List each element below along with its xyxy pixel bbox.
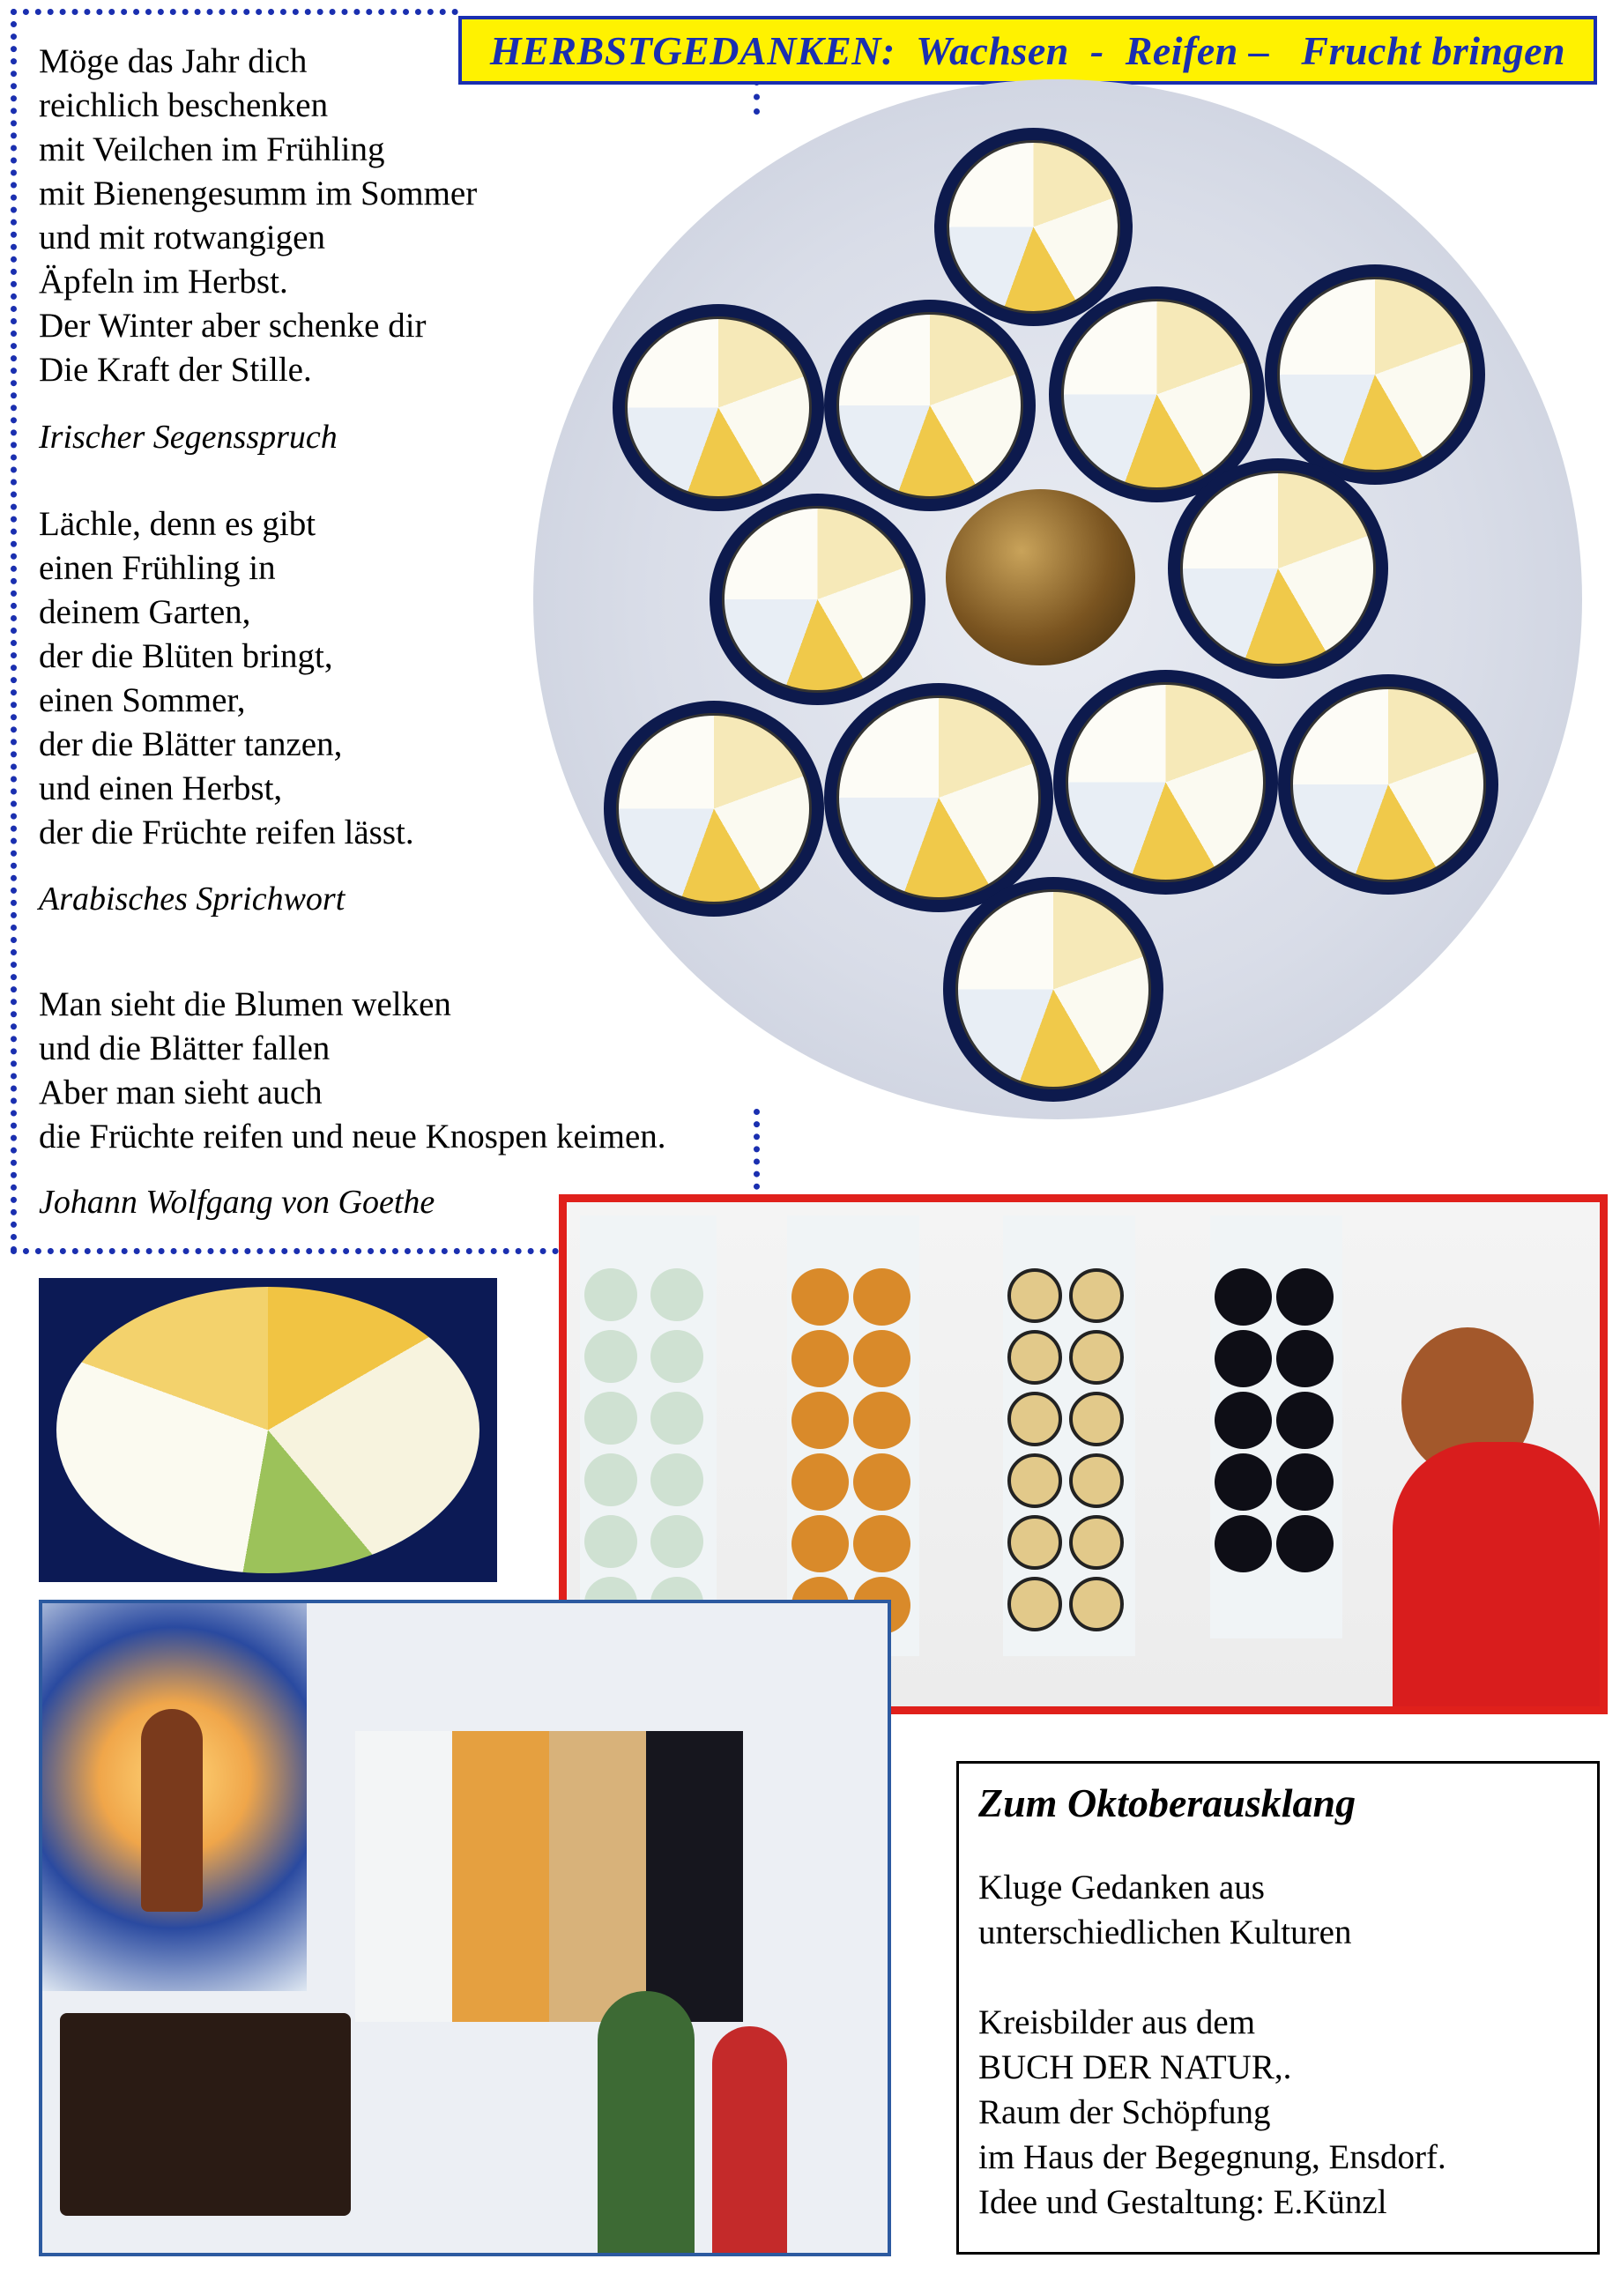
poem-goethe-author: Johann Wolfgang von Goethe	[39, 1184, 435, 1221]
mandala-bowl	[946, 489, 1135, 665]
exhibition-panel	[1210, 1215, 1342, 1638]
detail-disc	[56, 1287, 479, 1573]
mandala-disc	[1278, 674, 1498, 895]
room-photo	[39, 1600, 891, 2256]
mandala-disc	[1265, 264, 1485, 485]
visitor-green	[598, 1991, 695, 2255]
page-title: HERBSTGEDANKEN: Wachsen - Reifen – Frucht bringen	[489, 27, 1566, 73]
mandala-disc	[1168, 458, 1388, 679]
poem-irish: Möge das Jahr dich reichlich beschenken mit Veilchen im Frühling mit Bienengesumm im Sommer und mit rotwangigen Äpfeln im Herbst. Der Winter aber schenke dir Die Kraft der Stille.	[39, 42, 478, 389]
visitor-red	[712, 2026, 787, 2255]
mandala-disc	[710, 494, 925, 705]
round-table	[60, 2013, 351, 2216]
madonna-sculpture	[141, 1709, 203, 1912]
page-title-box	[458, 16, 1597, 85]
dotted-frame-top	[11, 9, 458, 15]
visitor-figure	[1393, 1442, 1600, 1706]
mandala-disc	[943, 877, 1163, 1102]
poem-arabic-author: Arabisches Sprichwort	[39, 881, 346, 918]
dotted-frame-right-top	[754, 79, 760, 115]
info-box	[956, 1761, 1600, 2255]
mandala-disc	[824, 300, 1036, 511]
info-text: Kluge Gedanken aus unterschiedlichen Kulturen Kreisbilder aus dem BUCH DER NATUR,. Raum der Schöpfung im Haus der Begegnung, Ensdorf. Idee und Gestaltung: E.Künzl	[978, 1869, 1446, 2221]
detail-photo	[39, 1278, 497, 1582]
mandala-disc	[613, 304, 824, 511]
mandala-photo	[533, 79, 1582, 1119]
exhibition-panel	[787, 1215, 919, 1656]
exhibition-panel	[580, 1215, 717, 1656]
poem-irish-author: Irischer Segensspruch	[39, 419, 338, 456]
room-panel	[452, 1731, 549, 2022]
room-panel	[646, 1731, 743, 2022]
mandala-disc	[934, 128, 1133, 326]
dotted-frame-left	[11, 9, 17, 1253]
exhibition-panel	[1003, 1215, 1135, 1656]
dotted-frame-bottom	[11, 1248, 559, 1254]
mandala-disc	[1053, 670, 1278, 895]
room-panel	[549, 1731, 646, 2022]
poem-goethe: Man sieht die Blumen welken und die Blätter fallen Aber man sieht auch die Früchte reifen und neue Knospen keimen.	[39, 985, 666, 1155]
room-panel	[355, 1731, 452, 2022]
mandala-disc	[604, 701, 824, 917]
info-title: Zum Oktoberausklang	[978, 1780, 1356, 1825]
poem-arabic: Lächle, denn es gibt einen Frühling in deinem Garten, der die Blüten bringt, einen Sommer, der die Blätter tanzen, und einen Herbst, der die Früchte reifen lässt.	[39, 505, 414, 851]
mandala-disc	[824, 683, 1053, 912]
